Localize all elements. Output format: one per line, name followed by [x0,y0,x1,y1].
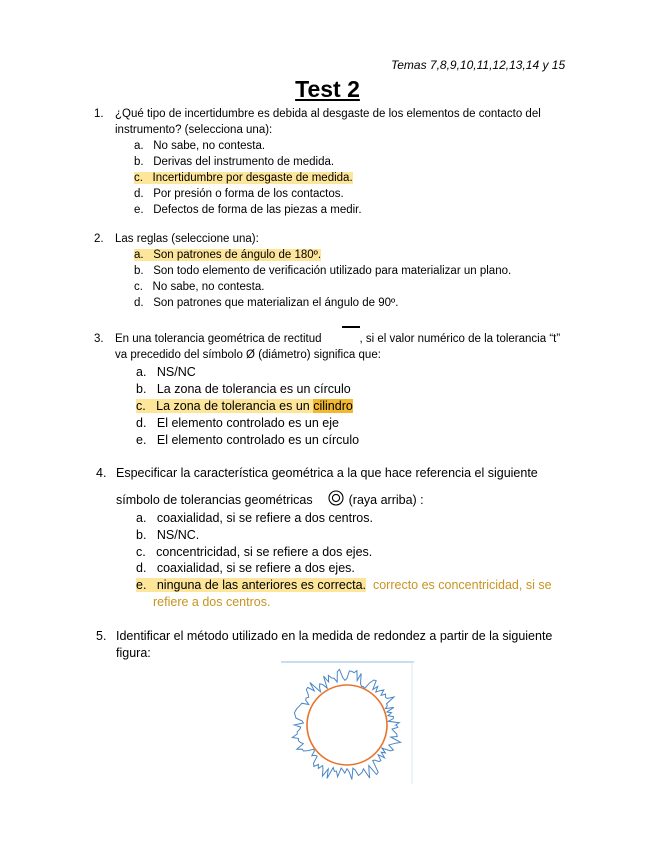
question-3 [94,331,594,363]
option-letter: e. [136,578,147,592]
question-number: 4. [96,466,107,480]
option-letter: d. [134,297,144,309]
option-text: El elemento controlado es un eje [156,416,339,430]
question-line: En una tolerancia geométrica de rectitud [115,333,322,345]
answer-note: correcto es concentricidad, si se [372,578,552,592]
option-text: No sabe, no contesta. [152,281,265,293]
question-line: Identificar el método utilizado en la medida de redondez a partir de la siguiente [116,629,553,643]
q1-option-a [134,138,265,154]
option-text: Por presión o forma de los contactos. [153,188,344,200]
q3-option-b [136,381,351,398]
question-text [115,106,574,138]
highlight [134,249,321,261]
header-topics: Temas 7,8,9,10,11,12,13,14 y 15 [391,58,566,72]
question-4 [96,465,596,482]
question-line: instrumento? (selecciona una): [115,124,273,136]
option-text: coaxialidad, si se refiere a dos centros. [156,511,373,525]
option-letter: b. [136,382,147,396]
option-letter: c. [134,281,143,293]
option-text: concentricidad, si se refiere a dos ejes. [156,545,373,559]
option-text: Son patrones de ángulo de 180º. [153,249,322,261]
q1-option-c [134,170,353,186]
question-number: 1. [94,108,104,120]
option-letter: e. [136,433,147,447]
question-5 [96,628,596,662]
question-line: va precedido del símbolo Ø (diámetro) significa que: [115,349,381,361]
q4-option-d [136,560,355,577]
option-text: El elemento controlado es un círculo [156,433,360,447]
question-1 [94,106,574,138]
option-text: ninguna de las anteriores es correcta. [156,578,367,592]
question-4-line2 [116,492,424,509]
option-letter: e. [134,204,144,216]
question-text [115,331,594,347]
answer-note-line2: refiere a dos centros. [153,595,271,609]
option-text: Defectos de forma de las piezas a medir. [153,204,362,216]
question-text: Especificar la característica geométrica a la que hace referencia el siguiente [116,466,538,480]
question-line: figura: [116,646,151,660]
option-letter: b. [134,156,144,168]
q4-option-c [136,544,372,561]
roundness-profile-line [292,669,400,779]
question-line: ¿Qué tipo de incertidumbre es debida al desgaste de los elementos de contacto del [115,108,541,120]
option-letter: b. [136,528,147,542]
option-text: No sabe, no contesta. [153,140,266,152]
q4-option-e [136,577,552,594]
option-letter: a. [134,249,144,261]
option-text: Derivas del instrumento de medida. [153,156,335,168]
option-letter: d. [136,416,147,430]
question-number: 2. [94,233,104,245]
q1-option-d [134,186,344,202]
option-letter: d. [134,188,144,200]
roundness-figure [281,660,414,784]
q1-option-e [134,202,362,218]
q3-option-c [136,398,353,415]
option-letter: a. [134,140,144,152]
option-letter: c. [136,545,146,559]
option-letter: a. [136,511,147,525]
q1-option-b [134,154,334,170]
highlight-emphasis: cilindro [313,399,353,413]
question-line: , si el valor numérico de la tolerancia “t” [359,333,561,345]
question-text [116,628,596,662]
q4-option-b [136,527,199,544]
reference-circle [307,685,387,765]
option-text: Son patrones que materializan el ángulo de 90º. [153,297,399,309]
q3-option-e [136,432,359,449]
question-line: (raya arriba) : [348,493,424,507]
option-letter: c. [136,399,146,413]
option-text: Incertidumbre por desgaste de medida. [152,172,353,184]
concentricity-icon [328,490,344,506]
straightness-icon [342,326,360,328]
question-2 [94,231,574,247]
question-number: 3. [94,333,104,345]
q2-option-b [134,263,511,279]
highlight [136,578,366,592]
q4-option-a [136,510,373,527]
q3-option-a [136,364,196,381]
option-text: NS/NC [156,365,196,379]
highlight [134,172,353,184]
highlight [136,399,313,413]
option-letter: d. [136,561,147,575]
q2-option-c [134,279,264,295]
q2-option-d [134,295,398,311]
option-text: coaxialidad, si se refiere a dos ejes. [156,561,355,575]
page-title: Test 2 [295,76,360,102]
option-letter: c. [134,172,143,184]
question-number: 5. [96,629,107,643]
option-text: La zona de tolerancia es un [156,399,314,413]
q2-option-a [134,247,321,263]
option-text: NS/NC. [156,528,200,542]
option-text: La zona de tolerancia es un círculo [156,382,351,396]
option-text: Son todo elemento de verificación utilizado para materializar un plano. [153,265,512,277]
option-letter: b. [134,265,144,277]
question-text: Las reglas (seleccione una): [115,233,259,245]
question-line: símbolo de tolerancias geométricas [116,493,313,507]
option-letter: a. [136,365,147,379]
q3-option-d [136,415,339,432]
